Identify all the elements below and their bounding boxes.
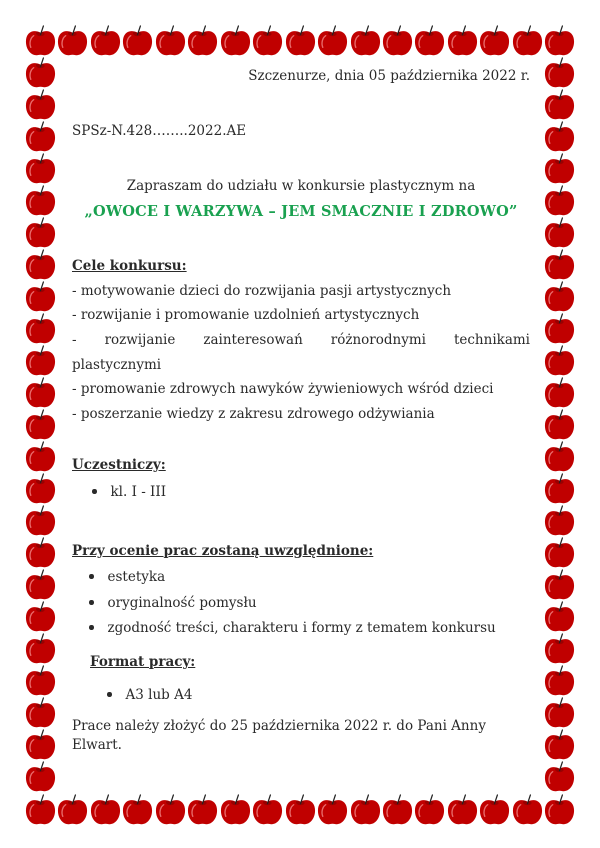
apple-icon bbox=[543, 57, 576, 90]
criteria-item bbox=[89, 594, 257, 612]
apple-icon bbox=[24, 25, 57, 58]
goal-item bbox=[72, 331, 530, 349]
apple-icon bbox=[24, 505, 57, 538]
apple-icon bbox=[511, 794, 544, 827]
apple-icon bbox=[543, 121, 576, 154]
apple-icon bbox=[186, 794, 219, 827]
goal-item: - rozwijanie i promowanie uzdolnień artystycznych bbox=[72, 307, 420, 323]
apple-icon bbox=[543, 601, 576, 634]
apple-icon bbox=[381, 25, 414, 58]
apple-icon bbox=[251, 25, 284, 58]
deadline-text-cont: Elwart. bbox=[72, 737, 122, 753]
apple-icon bbox=[24, 345, 57, 378]
criteria-text: estetyka bbox=[107, 569, 166, 585]
apple-icon bbox=[251, 794, 284, 827]
apple-icon bbox=[543, 441, 576, 474]
apple-icon bbox=[24, 377, 57, 410]
apple-icon bbox=[24, 665, 57, 698]
apple-icon bbox=[89, 25, 122, 58]
apple-icon bbox=[284, 25, 317, 58]
apple-icon bbox=[24, 761, 57, 794]
apple-icon bbox=[24, 473, 57, 506]
goal-word: rozwijanie bbox=[104, 332, 176, 348]
apple-icon bbox=[24, 281, 57, 314]
goal-word: - bbox=[72, 332, 77, 348]
apple-icon bbox=[543, 537, 576, 570]
apple-icon bbox=[543, 633, 576, 666]
bullet-icon bbox=[92, 489, 97, 494]
apple-icon bbox=[24, 569, 57, 602]
bullet-icon bbox=[89, 600, 94, 605]
apple-icon bbox=[381, 794, 414, 827]
bullet-icon bbox=[89, 625, 94, 630]
goal-word: technikami bbox=[453, 332, 530, 348]
apple-icon bbox=[24, 313, 57, 346]
apple-icon bbox=[349, 25, 382, 58]
bullet-icon bbox=[107, 692, 112, 697]
apple-icon bbox=[121, 25, 154, 58]
apple-icon bbox=[446, 25, 479, 58]
apple-icon bbox=[478, 794, 511, 827]
apple-icon bbox=[543, 729, 576, 762]
apple-icon bbox=[543, 794, 576, 827]
participant-item bbox=[92, 483, 166, 501]
apple-icon bbox=[446, 794, 479, 827]
apple-icon bbox=[284, 794, 317, 827]
format-item bbox=[107, 686, 192, 704]
apple-icon bbox=[316, 25, 349, 58]
apple-icon bbox=[219, 25, 252, 58]
apple-icon bbox=[24, 249, 57, 282]
apple-icon bbox=[316, 794, 349, 827]
apple-icon bbox=[24, 633, 57, 666]
apple-icon bbox=[511, 25, 544, 58]
place-date: Szczenurze, dnia 05 października 2022 r. bbox=[248, 68, 530, 84]
criteria-item bbox=[89, 568, 165, 586]
apple-icon bbox=[24, 57, 57, 90]
apple-icon bbox=[24, 794, 57, 827]
apple-icon bbox=[543, 345, 576, 378]
apple-icon bbox=[543, 185, 576, 218]
apple-icon bbox=[186, 25, 219, 58]
goal-item-continuation: plastycznymi bbox=[72, 357, 162, 373]
participants-heading: Uczestniczy: bbox=[72, 457, 166, 473]
apple-icon bbox=[478, 25, 511, 58]
apple-icon bbox=[121, 794, 154, 827]
apple-icon bbox=[543, 25, 576, 58]
reference-number: SPSz-N.428……..2022.AE bbox=[72, 123, 247, 139]
apple-icon bbox=[543, 313, 576, 346]
goal-item: - motywowanie dzieci do rozwijania pasji artystycznych bbox=[72, 283, 452, 299]
apple-icon bbox=[24, 537, 57, 570]
goal-item: - poszerzanie wiedzy z zakresu zdrowego odżywiania bbox=[72, 406, 435, 422]
apple-icon bbox=[24, 601, 57, 634]
apple-icon bbox=[543, 217, 576, 250]
format-text: A3 lub A4 bbox=[125, 687, 193, 703]
apple-icon bbox=[413, 25, 446, 58]
apple-icon bbox=[543, 249, 576, 282]
contest-title: „OWOCE I WARZYWA – JEM SMACZNIE I ZDROWO” bbox=[84, 203, 518, 220]
participant-text: kl. I - III bbox=[110, 484, 167, 500]
apple-icon bbox=[56, 794, 89, 827]
apple-icon bbox=[24, 153, 57, 186]
apple-icon bbox=[543, 505, 576, 538]
apple-icon bbox=[543, 761, 576, 794]
apple-icon bbox=[89, 794, 122, 827]
format-heading: Format pracy: bbox=[90, 654, 196, 670]
apple-icon bbox=[24, 217, 57, 250]
apple-icon bbox=[56, 25, 89, 58]
apple-icon bbox=[154, 794, 187, 827]
apple-icon bbox=[543, 473, 576, 506]
apple-icon bbox=[543, 665, 576, 698]
criteria-heading: Przy ocenie prac zostaną uwzględnione: bbox=[72, 543, 374, 559]
apple-icon bbox=[413, 794, 446, 827]
apple-icon bbox=[543, 89, 576, 122]
goal-word: zainteresowań bbox=[203, 332, 303, 348]
apple-icon bbox=[24, 185, 57, 218]
apple-icon bbox=[543, 409, 576, 442]
apple-icon bbox=[543, 153, 576, 186]
apple-icon bbox=[543, 281, 576, 314]
criteria-text: zgodność treści, charakteru i formy z tematem konkursu bbox=[107, 620, 496, 636]
apple-icon bbox=[543, 697, 576, 730]
invitation-text: Zapraszam do udziału w konkursie plastycznym na bbox=[126, 178, 476, 194]
apple-icon bbox=[154, 25, 187, 58]
goal-word: różnorodnymi bbox=[330, 332, 426, 348]
apple-icon bbox=[349, 794, 382, 827]
apple-icon bbox=[24, 697, 57, 730]
apple-icon bbox=[24, 89, 57, 122]
goal-item: - promowanie zdrowych nawyków żywieniowych wśród dzieci bbox=[72, 381, 494, 397]
apple-icon bbox=[24, 409, 57, 442]
criteria-item bbox=[89, 619, 496, 637]
goals-heading: Cele konkursu: bbox=[72, 258, 187, 274]
apple-icon bbox=[543, 569, 576, 602]
apple-icon bbox=[24, 441, 57, 474]
apple-icon bbox=[24, 121, 57, 154]
apple-icon bbox=[543, 377, 576, 410]
criteria-text: oryginalność pomysłu bbox=[107, 595, 257, 611]
deadline-text: Prace należy złożyć do 25 października 2022 r. do Pani Anny bbox=[72, 718, 486, 734]
apple-icon bbox=[219, 794, 252, 827]
bullet-icon bbox=[89, 574, 94, 579]
apple-icon bbox=[24, 729, 57, 762]
